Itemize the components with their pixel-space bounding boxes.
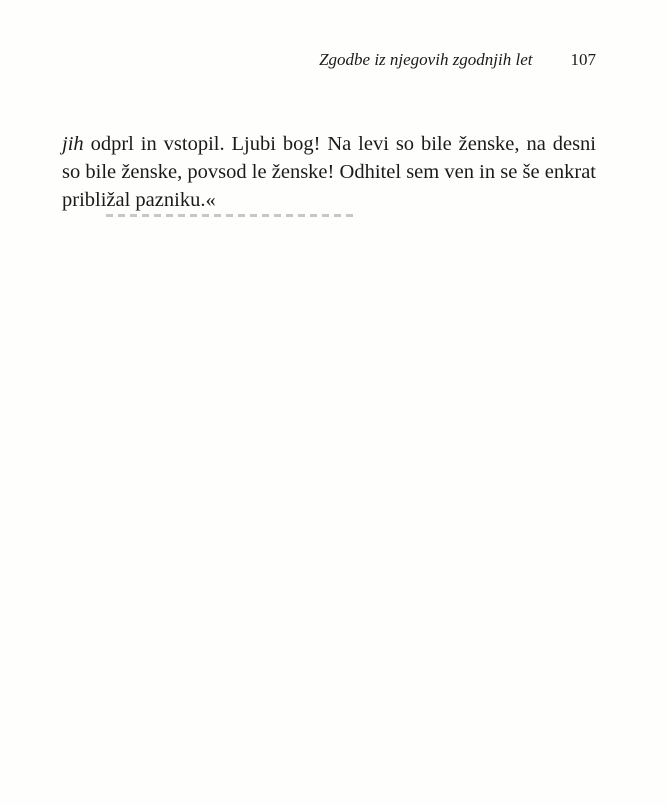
cut-off-text-line (62, 214, 596, 224)
page-number: 107 (570, 50, 596, 69)
cut-off-text-fragment (106, 214, 356, 217)
italic-word: jih (62, 133, 84, 155)
paragraph (62, 130, 596, 214)
running-header (300, 49, 596, 73)
body-text (62, 130, 596, 214)
running-header-title: Zgodbe iz njegovih zgodnjih let (319, 50, 533, 69)
paragraph-text: odprl in vstopil. Ljubi bog! Na levi so bile ženske, na desni so bile ženske, povsod le ženske! Odhitel sem ven in se še enkrat približal pazniku.« (62, 133, 596, 211)
